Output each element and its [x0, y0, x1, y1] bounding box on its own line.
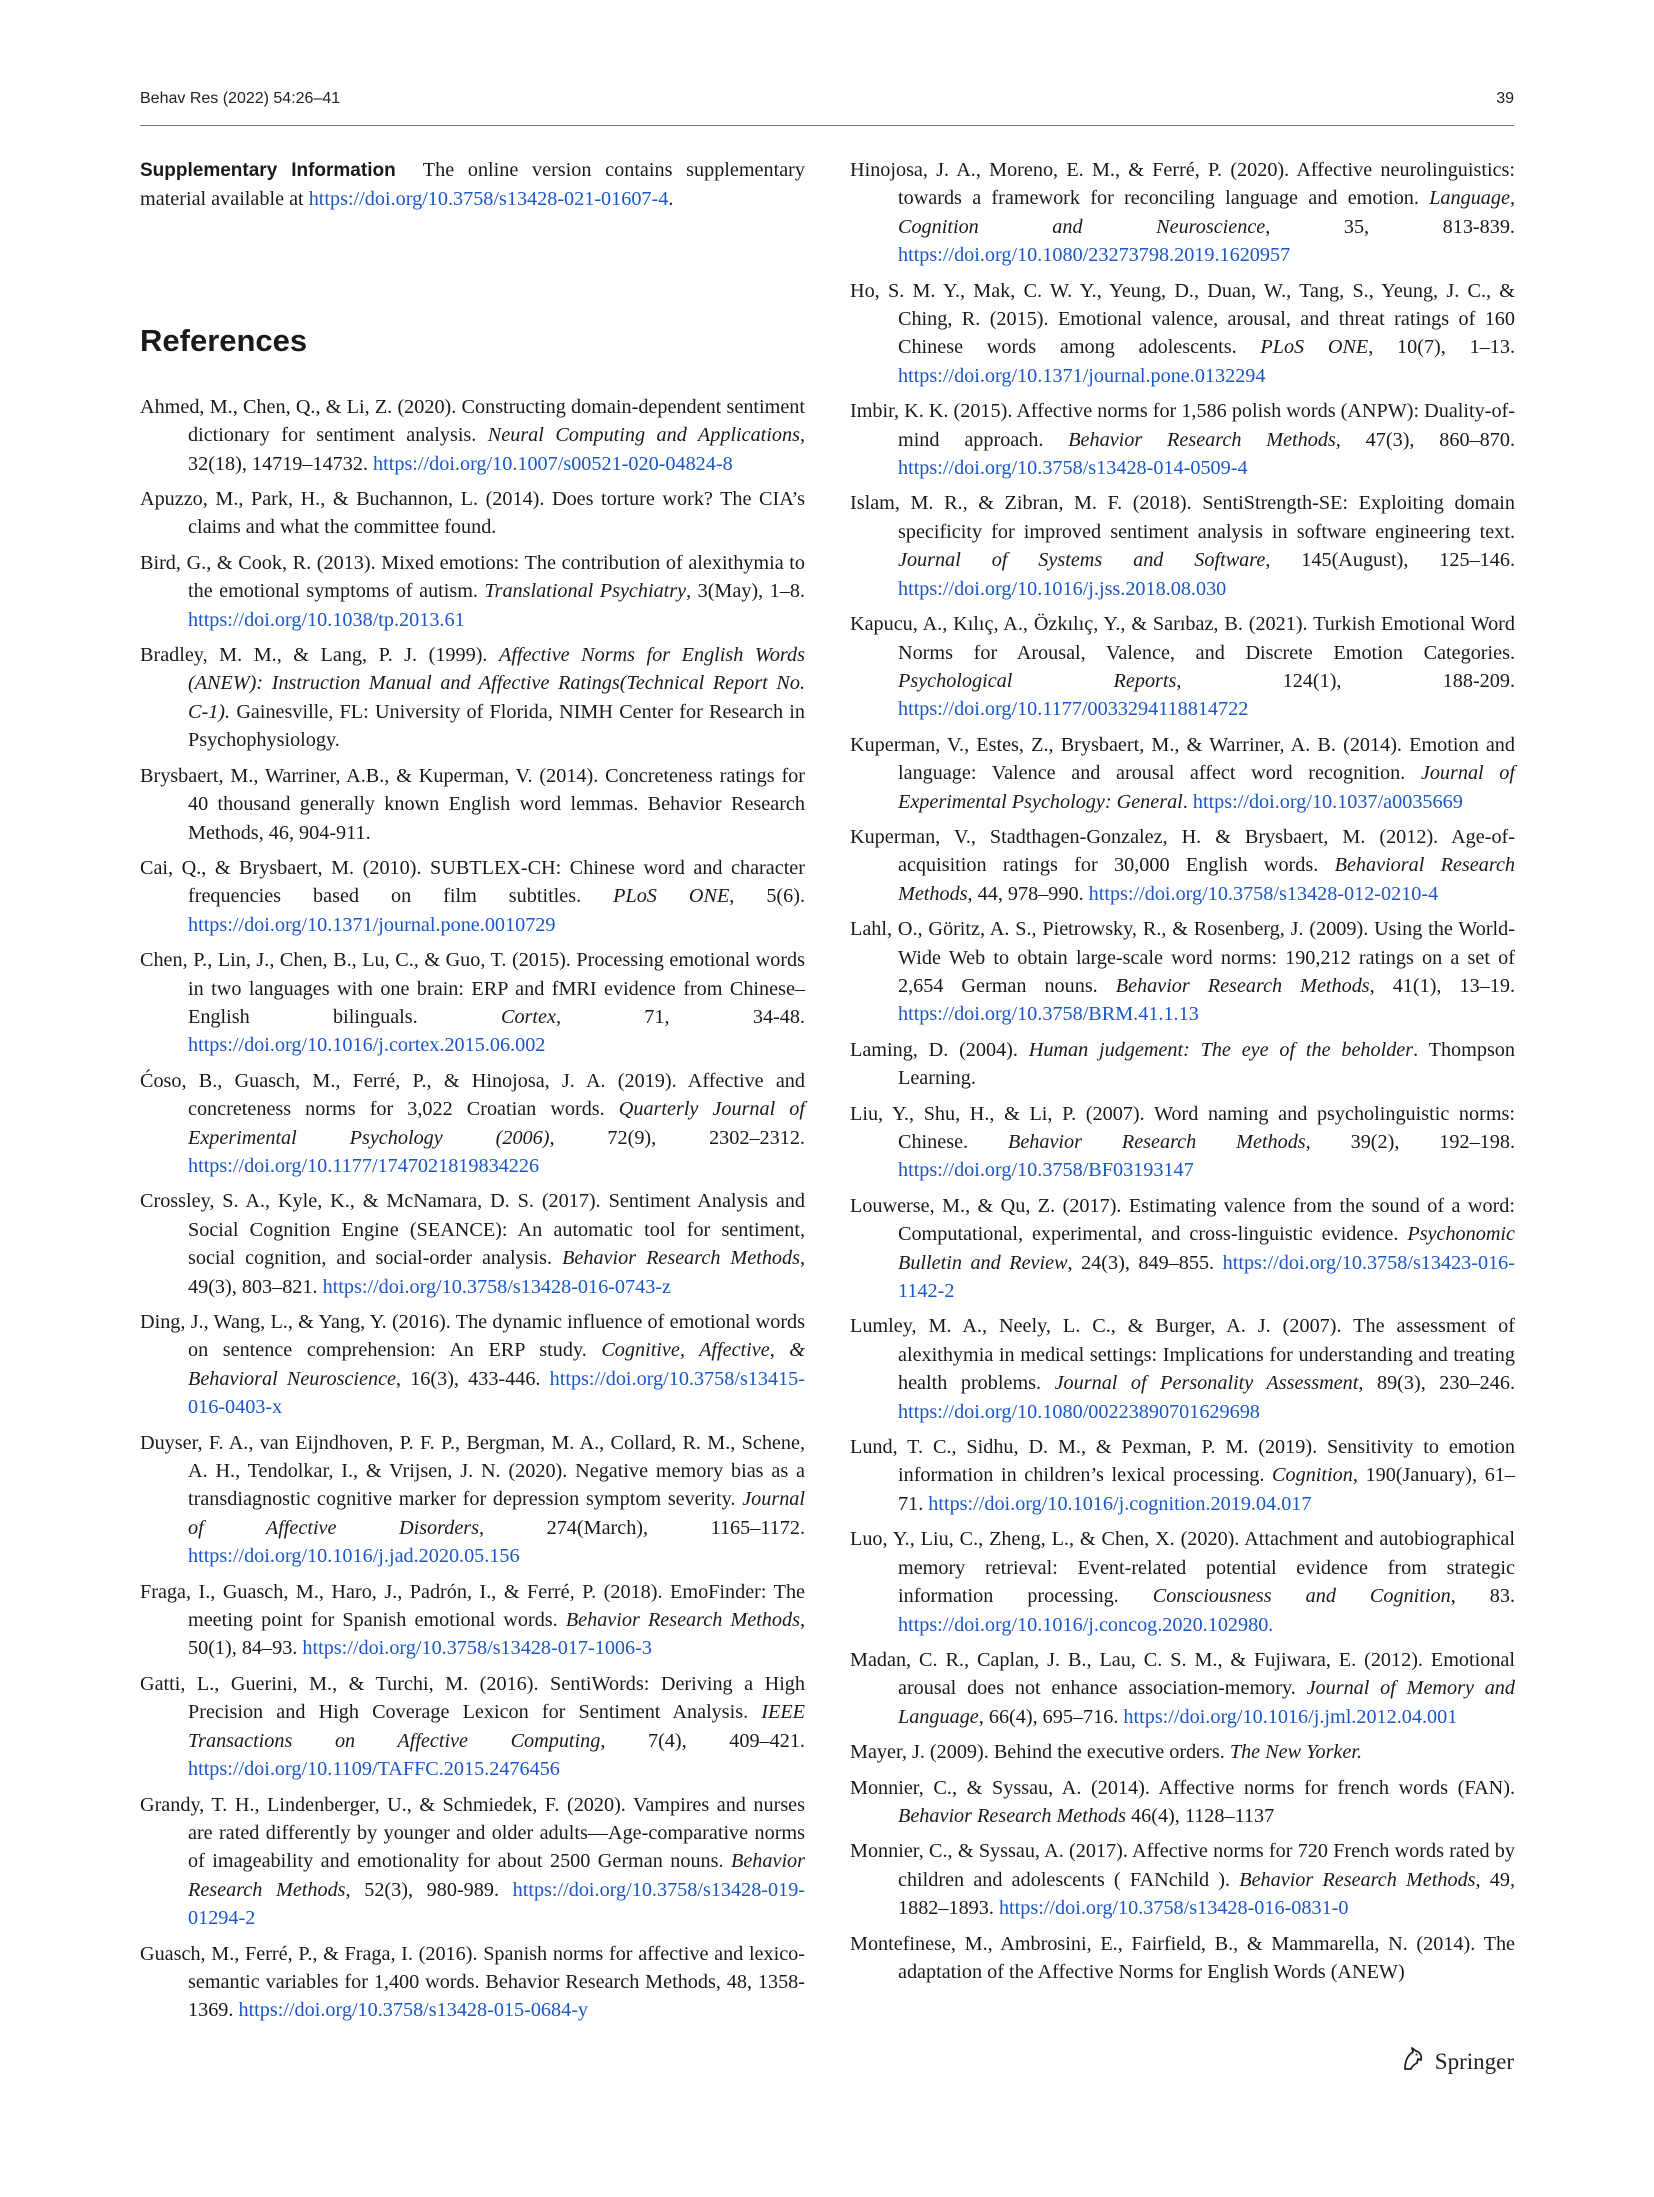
reference-doi-link[interactable]: https://doi.org/10.3758/s13415-016-0403-x: [188, 1367, 805, 1419]
reference-details: 46(4), 1128–1137: [1125, 1804, 1275, 1827]
reference-entry: [850, 1312, 1515, 1426]
supplementary-end: .: [668, 188, 674, 211]
reference-entry: [140, 1791, 805, 1933]
publisher-name: Springer: [1434, 2049, 1514, 2074]
reference-text: Islam, M. R., & Zibran, M. F. (2018). SentiStrength-SE: Exploiting domain specificity for improved sentiment analysis in software engineering text.: [850, 492, 1515, 543]
reference-doi-link[interactable]: https://doi.org/10.1177/1747021819834226: [188, 1154, 540, 1177]
reference-details: , 35, 813-839.: [1265, 215, 1515, 238]
reference-journal: PLoS ONE: [613, 885, 730, 908]
reference-text: Hinojosa, J. A., Moreno, E. M., & Ferré, P. (2020). Affective neurolinguistics: towards a framework for reconciling language and emotion.: [850, 159, 1515, 210]
left-column: [140, 156, 805, 2032]
reference-text: Cai, Q., & Brysbaert, M. (2010). SUBTLEX-CH: Chinese word and character frequencies based on film subtitles.: [140, 856, 805, 908]
reference-entry: [850, 731, 1515, 816]
reference-text: Bird, G., & Cook, R. (2013). Mixed emotions: The contribution of alexithymia to the emotional symptoms of autism.: [140, 551, 805, 603]
reference-text: Kuperman, V., Estes, Z., Brysbaert, M., & Warriner, A. B. (2014). Emotion and language: Valence and arousal affect word recognition.: [850, 733, 1515, 785]
reference-journal: Cognition: [1272, 1464, 1353, 1487]
reference-entry: [850, 915, 1515, 1029]
reference-text: Bradley, M. M., & Lang, P. J. (1999).: [140, 644, 500, 667]
supplementary-information: [140, 156, 805, 214]
reference-doi-link[interactable]: https://doi.org/10.1080/00223890701629698: [898, 1400, 1260, 1423]
supplementary-label: Supplementary Information: [140, 160, 396, 181]
reference-entry: [850, 1738, 1515, 1766]
reference-text: Duyser, F. A., van Eijndhoven, P. F. P., Bergman, M. A., Collard, R. M., Schene, A. H., Tendolkar, I., & Vrijsen, J. N. (2020). Negative memory bias as a transdiagnostic cognitive marker for depression symptom severity.: [140, 1431, 805, 1511]
reference-entry: [850, 610, 1515, 724]
reference-entry: [140, 946, 805, 1060]
reference-journal: Behavior Research Methods: [898, 1804, 1126, 1827]
reference-journal: Psychological Reports: [898, 669, 1177, 692]
reference-entry: [850, 397, 1515, 482]
reference-text: Crossley, S. A., Kyle, K., & McNamara, D. S. (2017). Sentiment Analysis and Social Cognition Engine (SEANCE): An automatic tool for sentiment, social cognition, and social-order analysis.: [140, 1190, 805, 1270]
reference-details: , 32(18), 14719–14732.: [188, 424, 805, 475]
reference-text: Gatti, L., Guerini, M., & Turchi, M. (2016). SentiWords: Deriving a High Precision and High Coverage Lexicon for Sentiment Analysis.: [140, 1672, 805, 1724]
reference-details: , 190(January), 61–71.: [898, 1464, 1515, 1515]
supplementary-link[interactable]: https://doi.org/10.3758/s13428-021-01607-4: [308, 188, 669, 211]
reference-details: , 24(3), 849–855.: [1067, 1251, 1223, 1274]
reference-text: Brysbaert, M., Warriner, A.B., & Kuperman, V. (2014). Concreteness ratings for 40 thousand generally known English word lemmas. Behavior Research Methods, 46, 904-911.: [140, 764, 805, 844]
reference-entry: [140, 485, 805, 542]
reference-entry: [140, 854, 805, 939]
reference-text: Grandy, T. H., Lindenberger, U., & Schmiedek, F. (2020). Vampires and nurses are rated differently by younger and older adults—Age-comparative norms of imageability and emotionality for about 2500 German nouns.: [140, 1793, 805, 1873]
reference-doi-link[interactable]: https://doi.org/10.1016/j.jss.2018.08.030: [898, 577, 1227, 600]
reference-doi-link[interactable]: https://doi.org/10.1080/23273798.2019.1620957: [898, 244, 1291, 267]
right-column: [850, 156, 1515, 1993]
reference-journal: Quarterly Journal of Experimental Psychology (2006): [188, 1098, 805, 1149]
reference-journal: Behavioral Research Methods: [898, 854, 1515, 905]
running-header: [140, 90, 1514, 120]
reference-entry: [140, 641, 805, 755]
reference-text: Luo, Y., Liu, C., Zheng, L., & Chen, X. (2020). Attachment and autobiographical memory retrieval: Event-related potential evidence from strategic information processing.: [850, 1528, 1515, 1608]
reference-text: Lund, T. C., Sidhu, D. M., & Pexman, P. M. (2019). Sensitivity to emotion information in children’s lexical processing.: [850, 1436, 1515, 1487]
reference-doi-link[interactable]: https://doi.org/10.3758/s13428-017-1006-3: [302, 1637, 652, 1660]
reference-text: Liu, Y., Shu, H., & Li, P. (2007). Word naming and psycholinguistic norms: Chinese.: [850, 1102, 1515, 1153]
reference-journal: PLoS ONE: [1260, 336, 1369, 359]
reference-details: , 89(3), 230–246.: [1358, 1372, 1515, 1395]
reference-doi-link[interactable]: https://doi.org/10.1037/a0035669: [1192, 790, 1463, 813]
reference-journal: Journal of Memory and Language: [898, 1677, 1515, 1728]
reference-doi-link[interactable]: https://doi.org/10.1016/j.cognition.2019.04.017: [928, 1492, 1312, 1515]
reference-entry: [850, 1192, 1515, 1306]
reference-entry: [140, 1578, 805, 1663]
reference-doi-link[interactable]: https://doi.org/10.3758/s13428-015-0684-y: [238, 1999, 589, 2022]
reference-entry: [850, 1774, 1515, 1831]
reference-journal: Consciousness and Cognition: [1152, 1585, 1451, 1608]
reference-details: , 3(May), 1–8.: [686, 580, 806, 603]
reference-journal: Affective Norms for English Words (ANEW): Instruction Manual and Affective Ratings(Technical Report No. C-1).: [188, 644, 805, 723]
reference-details: , 49(3), 803–821.: [188, 1247, 806, 1298]
springer-horse-icon: [1399, 2045, 1427, 2079]
reference-details: , 71, 34-48.: [555, 1005, 805, 1028]
reference-entry: [140, 393, 805, 478]
reference-entry: [850, 277, 1515, 391]
reference-journal: Behavior Research Methods: [1115, 974, 1370, 997]
journal-citation: Behav Res (2022) 54:26–41: [140, 90, 341, 107]
reference-journal: Cortex: [500, 1005, 556, 1028]
reference-details: , 41(1), 13–19.: [1369, 974, 1516, 997]
reference-details: .: [1182, 790, 1193, 813]
reference-details: , 124(1), 188-209.: [1176, 669, 1515, 692]
reference-details: , 274(March), 1165–1172.: [479, 1516, 805, 1539]
supplementary-text: The online version contains supplementary material available at: [140, 159, 806, 211]
reference-doi-link[interactable]: https://doi.org/10.3758/s13428-016-0831-0: [998, 1897, 1349, 1920]
reference-journal: Journal of Experimental Psychology: General: [898, 762, 1515, 813]
reference-text: Kuperman, V., Stadthagen-Gonzalez, H. & Brysbaert, M. (2012). Age-of-acquisition ratings for 30,000 English words.: [850, 825, 1515, 877]
reference-doi-link[interactable]: https://doi.org/10.1007/s00521-020-04824-8: [373, 452, 733, 475]
reference-journal: Journal of Systems and Software: [898, 549, 1266, 572]
reference-doi-link[interactable]: https://doi.org/10.1177/0033294118814722: [898, 698, 1249, 721]
reference-details: , 52(3), 980-989.: [345, 1878, 513, 1901]
reference-entry: [850, 1036, 1515, 1093]
reference-entry: [140, 1067, 805, 1181]
reference-doi-link[interactable]: https://doi.org/10.1371/journal.pone.0010729: [188, 913, 556, 936]
reference-entry: [850, 1837, 1515, 1922]
reference-details: Gainesville, FL: University of Florida, NIMH Center for Research in Psychophysiology.: [188, 700, 805, 752]
reference-text: Mayer, J. (2009). Behind the executive orders.: [850, 1741, 1230, 1764]
reference-entry: [850, 1100, 1515, 1185]
reference-doi-link[interactable]: https://doi.org/10.1109/TAFFC.2015.2476456: [188, 1758, 560, 1781]
reference-doi-link[interactable]: https://doi.org/10.3758/BF03193147: [898, 1159, 1194, 1182]
reference-details: , 5(6).: [729, 885, 806, 908]
reference-details: , 39(2), 192–198.: [1305, 1131, 1515, 1153]
reference-doi-link[interactable]: https://doi.org/10.1016/j.jad.2020.05.156: [188, 1545, 520, 1568]
reference-entry: [140, 1940, 805, 2025]
reference-journal: Behavior Research Methods: [1068, 428, 1336, 451]
reference-text: Lumley, M. A., Neely, L. C., & Burger, A. J. (2007). The assessment of alexithymia in medical settings: Implications for understanding and treating health problems.: [850, 1315, 1515, 1395]
references-list-right: [850, 156, 1515, 1986]
reference-text: Kapucu, A., Kılıç, A., Özkılıç, Y., & Sarıbaz, B. (2021). Turkish Emotional Word Norms for Arousal, Valence, and Discrete Emotion Categories.: [850, 613, 1515, 664]
reference-entry: [850, 1433, 1515, 1518]
reference-text: Chen, P., Lin, J., Chen, B., Lu, C., & Guo, T. (2015). Processing emotional words in two languages with one brain: ERP and fMRI evidence from Chinese–English bilinguals.: [140, 949, 805, 1028]
reference-doi-link[interactable]: https://doi.org/10.3758/s13428-016-0743-z: [322, 1275, 671, 1298]
reference-details: , 16(3), 433-446.: [395, 1367, 550, 1390]
reference-journal: Language, Cognition and Neuroscience: [898, 187, 1515, 238]
reference-doi-link[interactable]: https://doi.org/10.3758/s13423-016-1142-2: [898, 1251, 1515, 1303]
reference-text: Laming, D. (2004).: [850, 1038, 1029, 1061]
reference-text: Guasch, M., Ferré, P., & Fraga, I. (2016). Spanish norms for affective and lexico-semantic variables for 1,400 words. Behavior Research Methods, 48, 1358-1369.: [140, 1942, 805, 2022]
reference-details: , 50(1), 84–93.: [188, 1609, 805, 1660]
reference-doi-link[interactable]: https://doi.org/10.1038/tp.2013.61: [188, 608, 465, 631]
reference-details: , 66(4), 695–716.: [978, 1705, 1124, 1728]
reference-doi-link[interactable]: https://doi.org/10.3758/s13428-012-0210-4: [1088, 882, 1439, 905]
reference-entry: [850, 156, 1515, 270]
reference-text: Ho, S. M. Y., Mak, C. W. Y., Yeung, D., Duan, W., Tang, S., Yeung, J. C., & Ching, R. (2015). Emotional valence, arousal, and threat ratings of 160 Chinese words among adolescents.: [850, 279, 1515, 359]
reference-text: Monnier, C., & Syssau, A. (2014). Affective norms for french words (FAN).: [850, 1776, 1515, 1799]
reference-journal: Behavior Research Methods: [1007, 1131, 1306, 1153]
reference-details: , 145(August), 125–146.: [1265, 549, 1515, 572]
publisher-footer: [1399, 2047, 1514, 2077]
reference-journal: The New Yorker.: [1229, 1741, 1363, 1764]
reference-text: Montefinese, M., Ambrosini, E., Fairfield, B., & Mammarella, N. (2014). The adaptation of the Affective Norms for English Words (ANEW): [850, 1932, 1515, 1983]
reference-details: , 49, 1882–1893.: [898, 1868, 1516, 1920]
reference-entry: [850, 1930, 1515, 1987]
reference-details: . Thompson Learning.: [898, 1038, 1515, 1090]
reference-journal: Neural Computing and Applications: [487, 424, 800, 447]
reference-text: Ahmed, M., Chen, Q., & Li, Z. (2020). Constructing domain-dependent sentiment dictionary for sentiment analysis.: [140, 395, 805, 447]
reference-entry: [850, 489, 1515, 603]
reference-text: Imbir, K. K. (2015). Affective norms for 1,586 polish words (ANPW): Duality-of-mind approach.: [850, 400, 1515, 451]
reference-entry: [140, 549, 805, 634]
reference-journal: Behavior Research Methods: [565, 1609, 800, 1632]
reference-details: , 47(3), 860–870.: [1335, 428, 1516, 451]
reference-doi-link[interactable]: https://doi.org/10.3758/s13428-019-01294-2: [188, 1878, 806, 1930]
page-number: 39: [1496, 90, 1514, 107]
reference-journal: IEEE Transactions on Affective Computing: [188, 1701, 805, 1752]
reference-entry: [140, 1308, 805, 1422]
reference-journal: Cognitive, Affective, & Behavioral Neuroscience: [188, 1339, 806, 1390]
reference-journal: Behavior Research Methods: [188, 1850, 805, 1901]
reference-entry: [140, 1670, 805, 1784]
reference-details: , 7(4), 409–421.: [600, 1729, 805, 1752]
reference-doi-link[interactable]: https://doi.org/10.1016/j.cortex.2015.06.002: [188, 1034, 546, 1057]
reference-journal: Journal of Personality Assessment: [1054, 1372, 1359, 1395]
reference-doi-link[interactable]: https://doi.org/10.3758/BRM.41.1.13: [898, 1003, 1199, 1026]
reference-journal: Psychonomic Bulletin and Review: [898, 1223, 1515, 1274]
reference-text: Ćoso, B., Guasch, M., Ferré, P., & Hinojosa, J. A. (2019). Affective and concreteness norms for 3,022 Croatian words.: [140, 1069, 805, 1121]
reference-doi-link[interactable]: https://doi.org/10.1371/journal.pone.0132294: [898, 364, 1266, 387]
reference-details: , 83.: [1450, 1585, 1515, 1608]
reference-journal: Translational Psychiatry: [484, 580, 687, 603]
reference-text: Lahl, O., Göritz, A. S., Pietrowsky, R., & Rosenberg, J. (2009). Using the World-Wide Web to obtain large-scale word norms: 190,212 ratings on a set of 2,654 German nouns.: [850, 918, 1515, 997]
reference-journal: Behavior Research Methods: [1239, 1868, 1476, 1891]
reference-entry: [140, 762, 805, 847]
reference-doi-link[interactable]: https://doi.org/10.1016/j.concog.2020.102980.: [898, 1613, 1274, 1636]
reference-doi-link[interactable]: https://doi.org/10.1016/j.jml.2012.04.001: [1123, 1705, 1458, 1728]
reference-details: , 72(9), 2302–2312.: [549, 1126, 805, 1149]
reference-text: Louwerse, M., & Qu, Z. (2017). Estimating valence from the sound of a word: Computational, experimental, and cross-linguistic evidence.: [850, 1194, 1515, 1246]
reference-text: Apuzzo, M., Park, H., & Buchannon, L. (2014). Does torture work? The CIA’s claims and what the committee found.: [140, 488, 805, 539]
reference-journal: Behavior Research Methods: [562, 1247, 800, 1270]
reference-doi-link[interactable]: https://doi.org/10.3758/s13428-014-0509-4: [898, 457, 1248, 480]
reference-details: , 44, 978–990.: [967, 882, 1089, 905]
references-heading: References: [140, 322, 308, 358]
reference-details: , 10(7), 1–13.: [1368, 336, 1515, 359]
reference-entry: [850, 823, 1515, 908]
header-rule: [140, 125, 1514, 126]
reference-journal: Human judgement: The eye of the beholder: [1028, 1038, 1414, 1061]
reference-text: Fraga, I., Guasch, M., Haro, J., Padrón, I., & Ferré, P. (2018). EmoFinder: The meeting point for Spanish emotional words.: [140, 1580, 805, 1632]
reference-entry: [140, 1187, 805, 1301]
references-list-left: [140, 393, 805, 2025]
reference-journal: Journal of Affective Disorders: [188, 1488, 805, 1539]
reference-text: Ding, J., Wang, L., & Yang, Y. (2016). The dynamic influence of emotional words on sentence comprehension: An ERP study.: [140, 1311, 805, 1362]
reference-text: Madan, C. R., Caplan, J. B., Lau, C. S. M., & Fujiwara, E. (2012). Emotional arousal does not enhance association-memory.: [850, 1648, 1515, 1700]
reference-text: Monnier, C., & Syssau, A. (2017). Affective norms for 720 French words rated by children and adolescents ( FANchild ).: [850, 1840, 1515, 1891]
reference-entry: [140, 1429, 805, 1571]
reference-entry: [850, 1525, 1515, 1639]
reference-entry: [850, 1646, 1515, 1731]
